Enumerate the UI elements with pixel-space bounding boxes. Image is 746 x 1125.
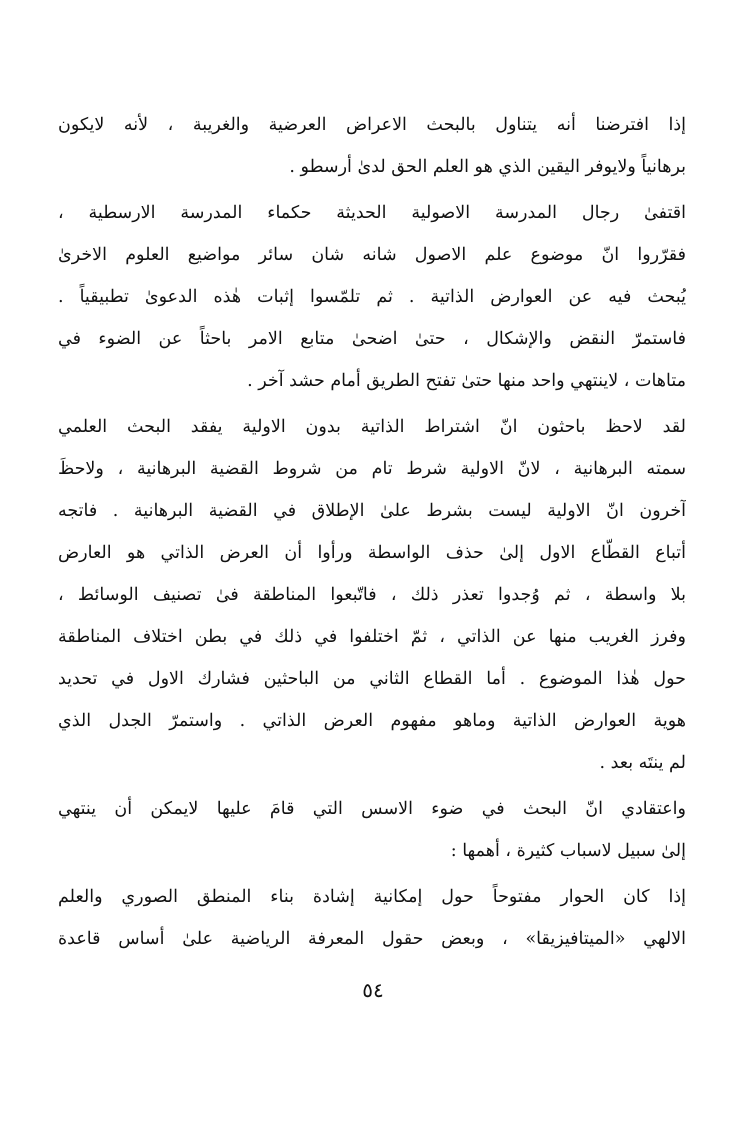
paragraph-4 — [58, 788, 686, 872]
text-line: واعتقادي انّ البحث في ضوء الاسس التي قامَ عليها لايمكن أن ينتهي — [58, 799, 686, 819]
paragraph-1 — [58, 104, 686, 188]
paragraph-2 — [58, 192, 686, 402]
text-line: سمته البرهانية ، لانّ الاولية شرط تام من شروط القضية البرهانية ، ولاحظَ — [58, 459, 686, 479]
text-line: الالهي «الميتافيزيقا» ، وبعض حقول المعرفة الرياضية علىٰ أساس قاعدة — [58, 929, 686, 949]
text-line: حول هٰذا الموضوع . أما القطاع الثاني من الباحثين فشارك الاول في تحديد — [58, 669, 686, 689]
text-line: فاستمرّ النقض والإشكال ، حتىٰ اضحىٰ متابع الامر باحثاً عن الضوء في — [58, 329, 686, 349]
text-line: هوية العوارض الذاتية وماهو مفهوم العرض الذاتي . واستمرّ الجدل الذي — [58, 711, 686, 731]
text-line: اقتفىٰ رجال المدرسة الاصولية الحديثة حكماء المدرسة الارسطية ، — [58, 203, 686, 223]
text-line: آخرون انّ الاولية ليست بشرط علىٰ الإطلاق في القضية البرهانية . فاتجه — [58, 501, 686, 521]
paragraph-3 — [58, 406, 686, 784]
paragraph-5 — [58, 876, 686, 960]
text-line: لم ينتَه بعد . — [599, 753, 686, 773]
text-line: فقرّروا انّ موضوع علم الاصول شانه شان سائر مواضيع العلوم الاخرىٰ — [58, 245, 686, 265]
text-line: برهانياً ولايوفر اليقين الذي هو العلم الحق لدىٰ أرسطو . — [289, 157, 686, 177]
body-text — [58, 104, 686, 960]
text-line: أتباع القطّاع الاول إلىٰ حذف الواسطة ورأوا أن العرض الذاتي هو العارض — [58, 543, 686, 563]
text-line: إذا افترضنا أنه يتناول بالبحث الاعراض العرضية والغريبة ، لأنه لايكون — [58, 115, 686, 135]
page-number: ٥٤ — [362, 978, 384, 1002]
text-line: لقد لاحظ باحثون انّ اشتراط الذاتية بدون الاولية يفقد البحث العلمي — [58, 417, 686, 437]
text-line: إلىٰ سبيل لاسباب كثيرة ، أهمها : — [450, 841, 686, 861]
text-line: يُبحث فيه عن العوارض الذاتية . ثم تلمّسوا إثبات هٰذه الدعوىٰ تطبيقياً . — [58, 287, 686, 307]
text-line: وفرز الغريب منها عن الذاتي ، ثمّ اختلفوا في ذلك في بطن اختلاف المناطقة — [58, 627, 686, 647]
text-line: إذا كان الحوار مفتوحاً حول إمكانية إشادة بناء المنطق الصوري والعلم — [58, 887, 686, 907]
text-line: متاهات ، لاينتهي واحد منها حتىٰ تفتح الطريق أمام حشد آخر . — [247, 371, 686, 391]
text-line: بلا واسطة ، ثم وُجدوا تعذر ذلك ، فاتّبعوا المناطقة فىٰ تصنيف الوسائط ، — [58, 585, 686, 605]
